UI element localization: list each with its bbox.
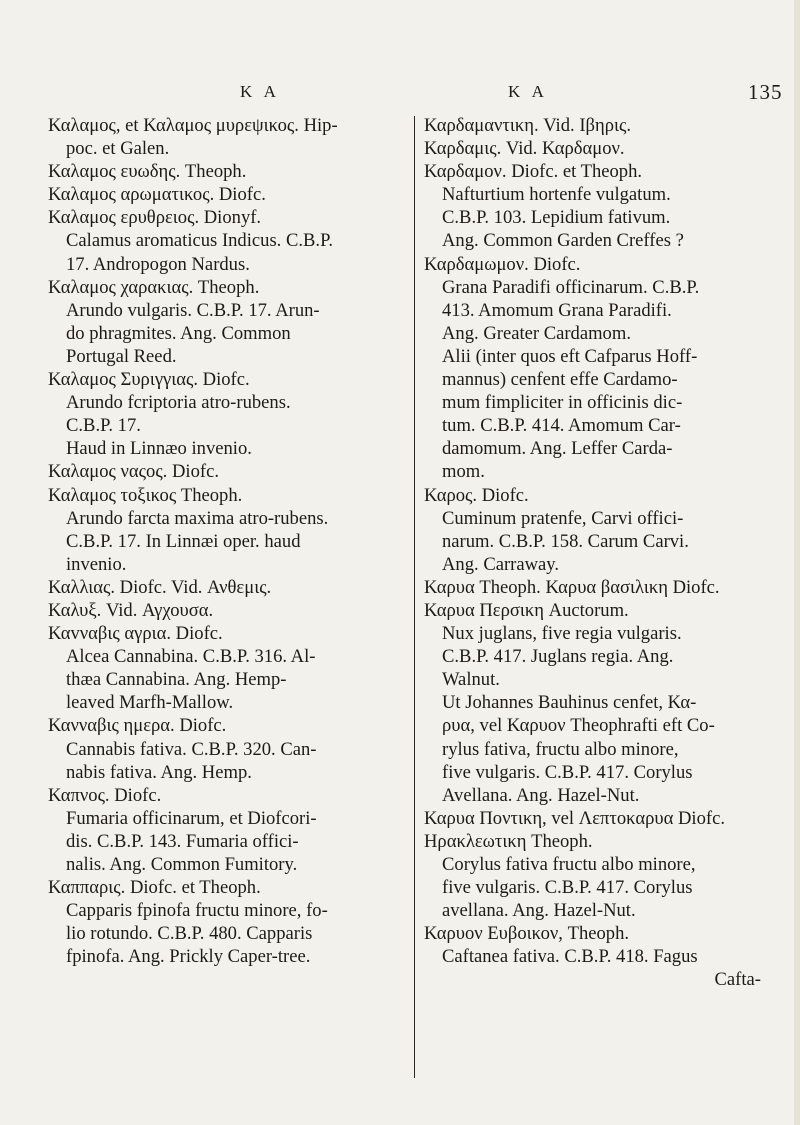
running-head-left: K A (240, 82, 280, 101)
text-line: Καλαμος τοξικος Theoph. (48, 484, 243, 506)
text-line: Ang. Common Garden Creffes ? (442, 230, 684, 252)
text-line: Καλυξ. Vid. Αγχουσα. (48, 599, 214, 621)
text-line: Arundo vulgaris. C.B.P. 17. Arun- (66, 299, 320, 321)
text-line: Καλαμος χαρακιας. Theoph. (48, 276, 260, 298)
text-line: Καλαμος ευωδης. Theoph. (48, 161, 247, 183)
text-line: 17. Andropogon Nardus. (66, 253, 250, 275)
text-line: Haud in Linnæo invenio. (66, 438, 252, 460)
text-line: Grana Paradifi officinarum. C.B.P. (442, 276, 700, 298)
text-line: avellana. Ang. Hazel-Nut. (442, 900, 636, 922)
text-line: do phragmites. Ang. Common (66, 322, 291, 344)
text-line: fpinofa. Ang. Prickly Caper-tree. (66, 946, 311, 968)
text-line: Καρυα Ποντικη, vel Λεπτοκαρυα Diofc. (424, 807, 725, 829)
text-line: Καλαμος ερυθρειος. Dionyf. (48, 207, 262, 229)
text-line: C.B.P. 103. Lepidium fativum. (442, 207, 671, 229)
text-line: leaved Marfh-Mallow. (66, 692, 234, 714)
running-head-right: K A (508, 82, 548, 101)
text-line: mannus) cenfent effe Cardamo- (442, 369, 678, 391)
text-line: C.B.P. 17. (66, 415, 141, 437)
page-edge (794, 0, 800, 1125)
text-line: Καρυα Περσικη Auctorum. (424, 599, 629, 621)
text-line: Calamus aromaticus Indicus. C.B.P. (66, 230, 334, 252)
column-rule (414, 116, 415, 1078)
text-line: Καρδαμαντικη. Vid. Ιβηρις. (424, 115, 631, 136)
text-line: Καλαμος Συριγγιας. Diofc. (48, 369, 250, 391)
text-line: Walnut. (442, 669, 500, 691)
page-number: 135 (748, 80, 783, 104)
text-line: Nux juglans, five regia vulgaris. (442, 623, 682, 645)
left-column (48, 114, 403, 968)
text-line: Καρυον Ευβοικον, Theoph. (424, 923, 630, 945)
text-line: Cannabis fativa. C.B.P. 320. Can- (66, 738, 317, 760)
text-line: thæa Cannabina. Ang. Hemp- (66, 669, 287, 691)
text-line: poc. et Galen. (66, 138, 170, 160)
text-line: Caftanea fativa. C.B.P. 418. Fagus (442, 946, 698, 968)
text-line: 413. Amomum Grana Paradifi. (442, 299, 672, 321)
text-line: five vulgaris. C.B.P. 417. Corylus (442, 877, 693, 899)
text-line: Ut Johannes Bauhinus cenfet, Κα- (442, 692, 697, 714)
text-line: Ang. Greater Cardamom. (442, 322, 631, 344)
text-line: Alcea Cannabina. C.B.P. 316. Al- (66, 646, 316, 668)
text-line: ρυα, vel Καρυον Theophrafti eft Co- (442, 715, 715, 737)
text-line: Καρδαμον. Diofc. et Theoph. (424, 161, 643, 183)
text-line: Καρδαμωμον. Diofc. (424, 253, 581, 275)
text-line: Καρος. Diofc. (424, 484, 529, 506)
text-line: Καππαρις. Diofc. et Theoph. (48, 877, 261, 899)
text-line: rylus fativa, fructu albo minore, (442, 738, 679, 760)
text-line: five vulgaris. C.B.P. 417. Corylus (442, 761, 693, 783)
text-line: Κανναβις ημερα. Diofc. (48, 715, 227, 737)
catchword: Cafta- (714, 969, 761, 991)
text-line: Arundo fcriptoria atro-rubens. (66, 392, 291, 414)
text-line: Καρυα Theoph. Καρυα βασιλικη Diofc. (424, 576, 720, 598)
text-line: lio rotundo. C.B.P. 480. Capparis (66, 923, 313, 945)
text-line: Καλαμος ναςος. Diofc. (48, 461, 219, 483)
text-line: Corylus fativa fructu albo minore, (442, 854, 696, 875)
right-column (424, 114, 779, 992)
text-line: C.B.P. 17. In Linnæi oper. haud (66, 530, 301, 552)
text-line: Καλλιας. Diofc. Vid. Ανθεμις. (48, 576, 272, 598)
text-line: Καλαμος αρωματικος. Diofc. (48, 184, 266, 206)
text-line: Portugal Reed. (66, 345, 177, 367)
text-line: dis. C.B.P. 143. Fumaria offici- (66, 830, 299, 852)
text-line: Avellana. Ang. Hazel-Nut. (442, 784, 640, 806)
text-line: Ηρακλεωτικη Theoph. (424, 830, 593, 852)
text-line: tum. C.B.P. 414. Amomum Car- (442, 415, 681, 437)
text-line: Καρδαμις. Vid. Καρδαμον. (424, 138, 625, 160)
text-line: Ang. Carraway. (442, 553, 560, 575)
text-line: Καλαμος, et Καλαμος μυρεψικος. Hip- (48, 115, 338, 136)
text-line: Arundo farcta maxima atro-rubens. (66, 507, 329, 529)
text-line: nalis. Ang. Common Fumitory. (66, 854, 298, 875)
text-line: C.B.P. 417. Juglans regia. Ang. (442, 646, 674, 668)
text-line: Cuminum pratenfe, Carvi offici- (442, 507, 684, 529)
text-line: invenio. (66, 553, 127, 575)
text-line: Alii (inter quos eft Cafparus Hoff- (442, 345, 698, 367)
text-line: mom. (442, 461, 485, 483)
text-line: damomum. Ang. Leffer Carda- (442, 438, 673, 460)
text-line: Καπνος. Diofc. (48, 784, 162, 806)
text-line: Καvναβις αγρια. Diofc. (48, 623, 223, 645)
text-line: Capparis fpinofa fructu minore, fo- (66, 900, 328, 922)
text-line: Fumaria officinarum, et Diofcori- (66, 807, 317, 829)
text-line: nabis fativa. Ang. Hemp. (66, 761, 252, 783)
text-line: Nafturtium hortenfe vulgatum. (442, 184, 671, 206)
text-line: mum fimpliciter in officinis dic- (442, 392, 683, 414)
text-line: narum. C.B.P. 158. Carum Carvi. (442, 530, 689, 552)
